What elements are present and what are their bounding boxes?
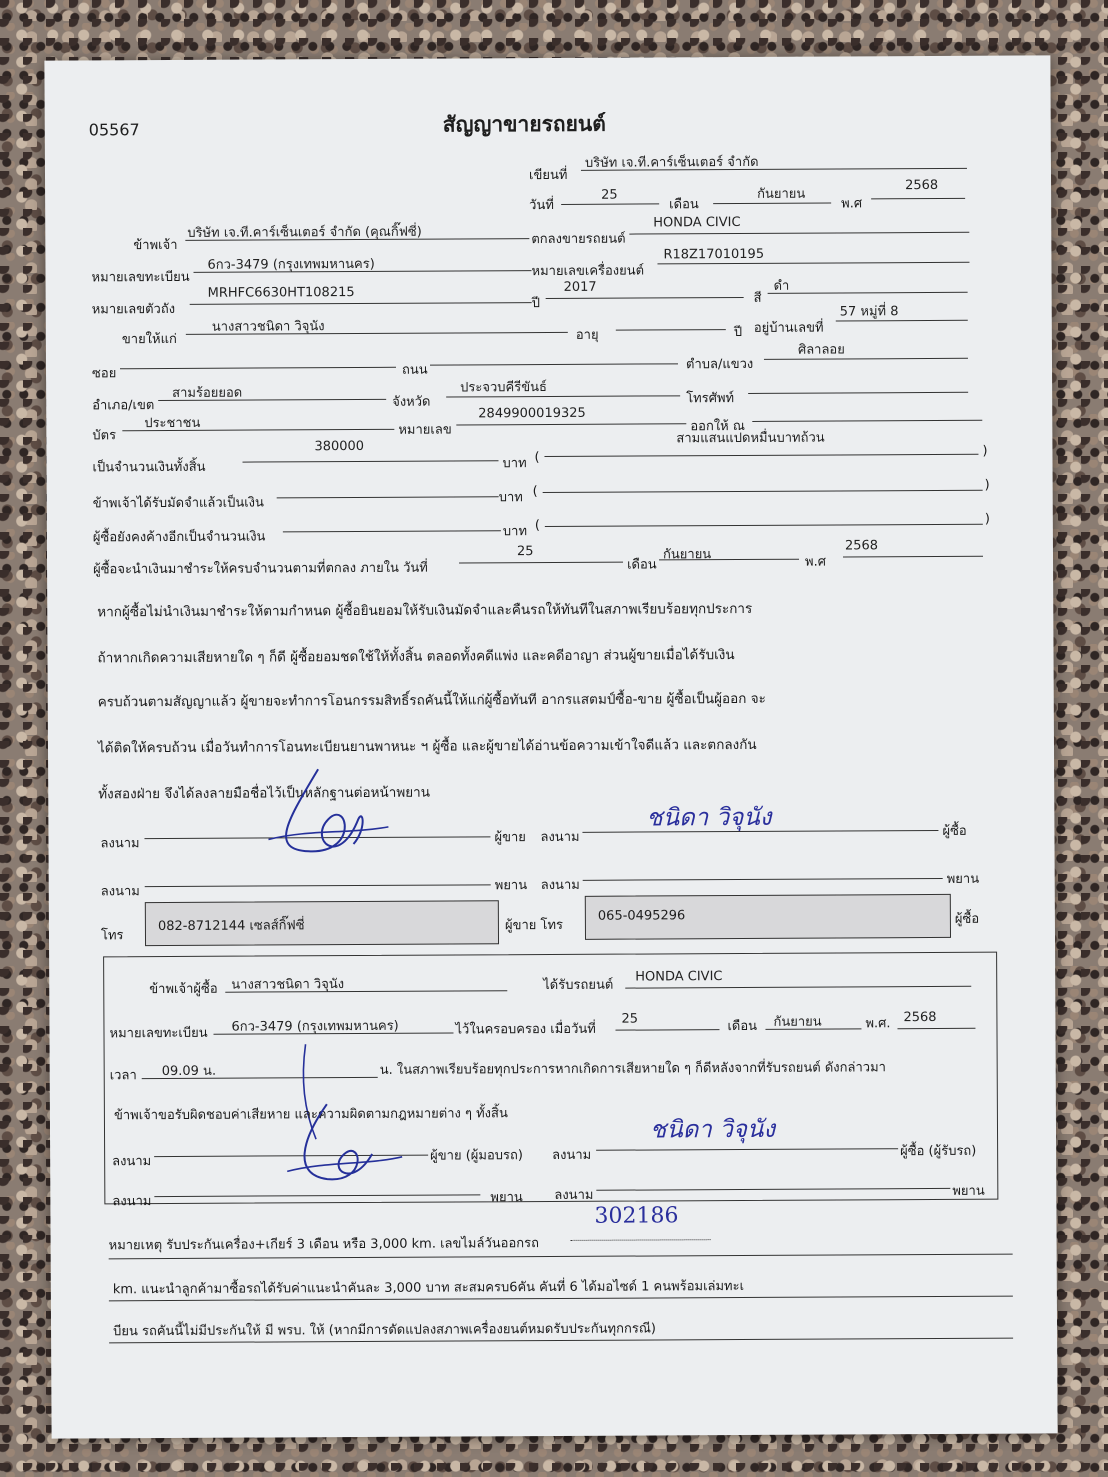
- seller-giver-label: ผู้ขาย (ผู้มอบรถ): [430, 1148, 523, 1164]
- receipt-witness-label-2: พยาน: [952, 1183, 985, 1199]
- received-car-label: ได้รับรถยนต์: [543, 977, 614, 994]
- receipt-reg: 6กว-3479 (กรุงเทพมหานคร): [231, 1018, 399, 1035]
- payment-due-month-label: เดือน: [627, 557, 657, 573]
- sign-label-1: ลงนาม: [100, 836, 140, 852]
- subdistrict-label: ตำบล/แขวง: [685, 356, 754, 373]
- receipt-year-label: พ.ศ.: [865, 1016, 891, 1032]
- district-label: อำเภอ/เขต: [92, 398, 155, 414]
- receipt-seller-signature: [272, 1099, 412, 1190]
- witness-label-1: พยาน: [494, 878, 528, 894]
- terms-line-5: ทั้งสองฝ่าย จึงได้ลงลายมือชื่อไว้เป็นหลักฐานต่อหน้าพยาน: [98, 784, 430, 803]
- paren-open-2: (: [532, 484, 538, 500]
- receipt-sign-label-3: ลงนาม: [112, 1194, 152, 1210]
- road-label: ถนน: [401, 362, 428, 378]
- age-unit: ปี: [733, 324, 743, 341]
- paren-close-2: ): [984, 477, 990, 493]
- chassis-number: MRHFC6630HT108215: [207, 285, 355, 301]
- buyer-phone-box: [585, 894, 951, 940]
- condition-text: น. ในสภาพเรียบร้อยทุกประการหากเกิดการเสียหายใด ๆ ก็ดีหลังจากที่รับรถยนต์ ดังกล่าวมา: [379, 1060, 886, 1078]
- seller-signature: [248, 759, 399, 870]
- receipt-buyer-label: ข้าพเจ้าผู้ซื้อ: [149, 981, 218, 998]
- mileage-handwritten: 302186: [594, 1203, 679, 1229]
- deposit-label: ข้าพเจ้าได้รับมัดจำแล้วเป็นเงิน: [92, 495, 264, 512]
- seller-phone-tag: ผู้ขาย โทร: [504, 917, 564, 934]
- receipt-car: HONDA CIVIC: [635, 969, 723, 985]
- car-model: HONDA CIVIC: [653, 215, 741, 231]
- buyer-label-1: ผู้ซื้อ: [942, 823, 967, 839]
- province: ประจวบคีรีขันธ์: [460, 380, 547, 396]
- sign-label-3: ลงนาม: [100, 884, 140, 900]
- baht-2: บาท: [498, 490, 523, 506]
- receipt-sign-label-2: ลงนาม: [552, 1147, 592, 1163]
- card-type: ประชาชน: [144, 415, 201, 432]
- total-in-words: สามแสนแปดหมื่นบาทถ้วน: [676, 430, 825, 447]
- payment-due-year-label: พ.ศ: [804, 554, 827, 570]
- sign-label-2: ลงนาม: [540, 829, 580, 846]
- buyer-phone: 065-0495296: [597, 908, 686, 924]
- note-line-2: km. แนะนำลูกค้ามาซื้อรถได้รับค่าแนะนำคันละ 3,000 บาท สะสมครบ6คัน คันที่ 6 ได้มอไซด์ 1 คนพร้อมเล่มทะเ: [112, 1278, 745, 1298]
- date-day-label: วันที่: [529, 197, 554, 214]
- subdistrict: ศิลาลอย: [797, 342, 845, 358]
- remaining-label: ผู้ซื้อยังคงค้างอีกเป็นจำนวนเงิน: [92, 529, 266, 546]
- responsibility-text: ข้าพเจ้าขอรับผิดชอบค่าเสียหาย และความผิดตามกฎหมายต่าง ๆ ทั้งสิ้น: [113, 1106, 508, 1124]
- seller-phone: 082-8712144 เซลส์กิ๊ฟซี่: [157, 918, 305, 935]
- paren-close-1: ): [982, 443, 988, 459]
- model-year: 2017: [563, 279, 597, 295]
- buyer-name: นางสาวชนิดา วิจุนัง: [211, 319, 325, 335]
- receipt-day: 25: [621, 1011, 639, 1027]
- card-label: บัตร: [92, 428, 117, 444]
- terms-line-4: ได้ติดให้ครบถ้วน เมื่อวันทำการโอนทะเบียนยานพาหนะ ฯ ผู้ซื้อ และผู้ขายได้อ่านข้อความเข้าใจดีแล้ว และตกลงกัน: [97, 736, 757, 757]
- phone-label-1: โทร: [100, 928, 124, 944]
- receipt-sign-label-1: ลงนาม: [112, 1154, 152, 1170]
- receipt-month: กันยายน: [773, 1014, 822, 1030]
- chassis-label: หมายเลขตัวถัง: [91, 301, 176, 318]
- witness-label-2: พยาน: [946, 871, 980, 887]
- agree-sell-label: ตกลงขายรถยนต์: [531, 231, 626, 248]
- terms-line-2: ถ้าหากเกิดความเสียหายใด ๆ ก็ดี ผู้ซื้อยอมชดใช้ให้ทั้งสิ้น ตลอดทั้งคดีแพ่ง และคดีอาญา ส่วนผู้ขายเมื่อได้รับเงิน: [97, 647, 735, 667]
- terms-line-3: ครบถ้วนตามสัญญาแล้ว ผู้ขายจะทำการโอนกรรมสิทธิ์รถคันนี้ให้แก่ผู้ซื้อทันที อากรแสตมป์ซื้อ-ขาย ผู้ซื้อเป็นผู้ออก จะ: [97, 690, 766, 711]
- buyer-phone-tag: ผู้ซื้อ: [954, 911, 980, 927]
- color-label: สี: [753, 290, 762, 306]
- paren-open-3: (: [534, 518, 540, 534]
- receipt-sign-label-4: ลงนาม: [554, 1187, 594, 1203]
- reg-label: หมายเลขทะเบียน: [91, 269, 190, 286]
- sell-to-label: ขายให้แก่: [121, 331, 177, 348]
- house-number: 57 หมู่ที่ 8: [839, 304, 899, 320]
- seller-phone-box: [145, 900, 499, 946]
- document-title: สัญญาขายรถยนต์: [442, 111, 606, 137]
- note-line-3: บียน รถคันนี้ไม่มีประกันให้ มี พรบ. ให้ (หากมีการดัดแปลงสภาพเครื่องยนต์หมดรับประกันทุกกรณี): [113, 1321, 657, 1340]
- payment-due-month: กันยายน: [662, 547, 712, 563]
- written-at-label: เขียนที่: [528, 167, 568, 184]
- receipt-time: 09.09 น.: [161, 1063, 217, 1080]
- written-at-value: บริษัท เจ.ที.คาร์เซ็นเตอร์ จำกัด: [584, 154, 759, 171]
- receipt-reg-label: หมายเลขทะเบียน: [109, 1025, 208, 1042]
- model-year-label: ปี: [531, 296, 540, 312]
- payment-due-day: 25: [516, 544, 534, 560]
- phone-label: โทรศัพท์: [686, 391, 735, 407]
- engine-number: R18Z17010195: [663, 246, 765, 263]
- date-day: 25: [601, 187, 618, 203]
- date-month-label: เดือน: [669, 197, 699, 213]
- soi-label: ซอย: [92, 366, 117, 382]
- district: สามร้อยยอด: [172, 385, 243, 401]
- engine-label: หมายเลขเครื่องยนต์: [531, 263, 645, 280]
- receipt-witness-label-1: พยาน: [490, 1190, 523, 1206]
- date-year-label: พ.ศ: [841, 196, 863, 212]
- me-label: ข้าพเจ้า: [133, 237, 178, 254]
- payment-due-year: 2568: [844, 538, 879, 554]
- paren-open-1: (: [534, 450, 540, 466]
- payment-due-label: ผู้ซื้อจะนำเงินมาชำระให้ครบจำนวนตามที่ตกลง ภายใน วันที่: [93, 560, 428, 578]
- age-label: อายุ: [575, 327, 599, 343]
- total-amount: 380000: [314, 438, 365, 455]
- time-label: เวลา: [109, 1068, 137, 1084]
- total-label: เป็นจำนวนเงินทั้งสิ้น: [92, 459, 206, 476]
- house-label: อยู่บ้านเลขที่: [753, 320, 824, 336]
- contract-paper: [44, 55, 1057, 1438]
- possess-label: ไว้ในครอบครอง เมื่อวันที่: [455, 1021, 596, 1038]
- id-number-label: หมายเลข: [398, 422, 452, 438]
- buyer-signature: ชนิดา วิจุนัง: [646, 802, 772, 832]
- paren-close-3: ): [984, 511, 990, 527]
- date-year: 2568: [905, 177, 939, 194]
- date-month: กันยายน: [757, 186, 806, 202]
- note-line-1: หมายเหตุ รับประกันเครื่อง+เกียร์ 3 เดือน หรือ 3,000 km. เลขไมล์วันออกรถ: [108, 1236, 540, 1254]
- issued-at-label: ออกให้ ณ: [690, 418, 745, 435]
- baht-3: บาท: [502, 524, 528, 540]
- seller-label-1: ผู้ขาย: [494, 830, 526, 846]
- seller-name: บริษัท เจ.ที.คาร์เซ็นเตอร์ จำกัด (คุณกิ๊ฟซี่): [187, 224, 422, 241]
- registration-number: 6กว-3479 (กรุงเทพมหานคร): [207, 256, 375, 273]
- document-number: 05567: [88, 120, 140, 140]
- baht-1: บาท: [502, 456, 527, 472]
- car-color: ดำ: [773, 278, 790, 294]
- terms-line-1: หากผู้ซื้อไม่นำเงินมาชำระให้ตามกำหนด ผู้ซื้อยินยอมให้รับเงินมัดจำและคืนรถให้ทันทีในสภาพเรียบร้อยทุกประการ: [97, 600, 753, 621]
- receipt-year: 2568: [903, 1009, 937, 1026]
- id-number: 2849900019325: [478, 405, 586, 422]
- receipt-buyer-signature: ชนิดา วิจุนัง: [649, 1114, 776, 1144]
- receipt-buyer-name: นางสาวชนิดา วิจุนัง: [231, 977, 345, 993]
- province-label: จังหวัด: [392, 394, 431, 410]
- sign-label-4: ลงนาม: [540, 877, 580, 894]
- receipt-month-label: เดือน: [727, 1018, 758, 1035]
- buyer-receiver-label: ผู้ซื้อ (ผู้รับรถ): [900, 1143, 977, 1160]
